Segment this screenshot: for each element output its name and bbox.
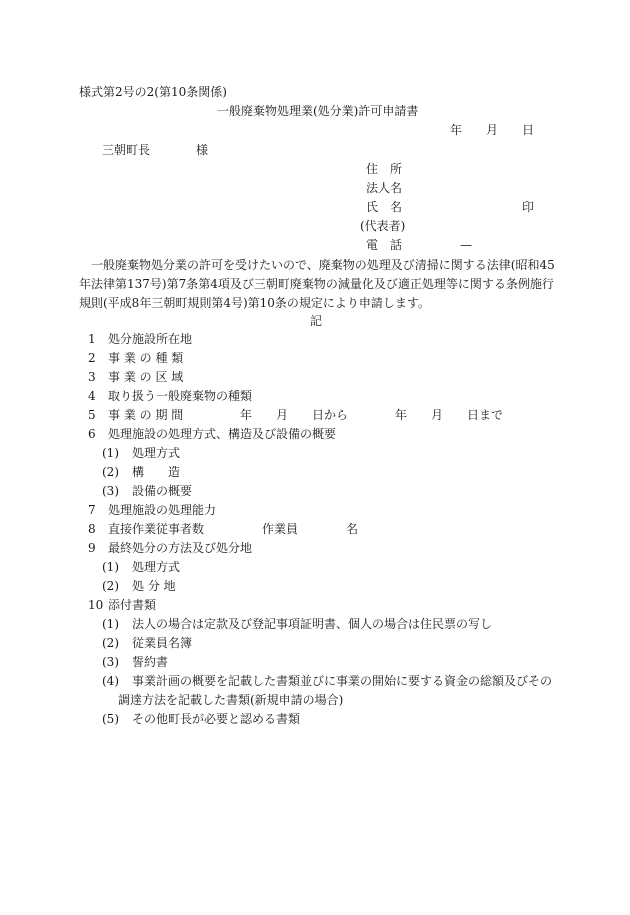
item-9-sub-1-number: (1) bbox=[102, 560, 119, 574]
item-1-text: 処分施設所在地 bbox=[108, 332, 193, 346]
item-10-sub-5-text: その他町長が必要と認める書類 bbox=[132, 712, 301, 726]
item-6-sub-2-text: 構 造 bbox=[132, 465, 181, 479]
item-5-text: 事 業 の 期 間 bbox=[108, 408, 184, 422]
item-10-number: 10 bbox=[88, 598, 104, 612]
body-text bbox=[79, 256, 559, 313]
item-7-number: 7 bbox=[88, 503, 96, 517]
addressee-name: 三朝町長 bbox=[102, 143, 151, 157]
item-9-sub-1-text: 処理方式 bbox=[132, 560, 181, 574]
item-10-sub-3-number: (3) bbox=[102, 655, 119, 669]
date-day: 日 bbox=[522, 123, 535, 137]
item-3-number: 3 bbox=[88, 370, 96, 384]
applicant-phone-label: 電 話 bbox=[366, 238, 403, 252]
page-title: 一般廃棄物処理業(処分業)許可申請書 bbox=[217, 104, 419, 118]
addressee-honorific: 様 bbox=[196, 143, 209, 157]
item-8-text: 直接作業従事者数 bbox=[108, 522, 205, 536]
item-8-workers-label: 作業員 bbox=[262, 522, 299, 536]
item-9-sub-2-text: 処 分 地 bbox=[132, 579, 176, 593]
item-9-text: 最終処分の方法及び処分地 bbox=[108, 541, 253, 555]
item-10-sub-3-text: 誓約書 bbox=[132, 655, 169, 669]
item-6-sub-1-text: 処理方式 bbox=[132, 446, 181, 460]
applicant-corp-name-label: 法人名 bbox=[366, 181, 403, 195]
item-4-text: 取り扱う一般廃棄物の種類 bbox=[108, 389, 253, 403]
item-7-text: 処理施設の処理能力 bbox=[108, 503, 217, 517]
item-5-number: 5 bbox=[88, 408, 96, 422]
date-year: 年 bbox=[450, 123, 463, 137]
item-8-unit: 名 bbox=[346, 522, 359, 536]
item-2-text: 事 業 の 種 類 bbox=[108, 351, 184, 365]
item-6-sub-1-number: (1) bbox=[102, 446, 119, 460]
item-6-sub-2-number: (2) bbox=[102, 465, 119, 479]
item-10-sub-4-text: 事業計画の概要を記載した書類並びに事業の開始に要する資金の総額及びその bbox=[132, 674, 553, 688]
body-paragraph: 一般廃棄物処分業の許可を受けたいので、廃棄物の処理及び清掃に関する法律(昭和45年法律第137号)第7条第4項及び三朝町廃棄物の減量化及び適正処理等に関する条例施行規則(平成8年三朝町規則第4号)第10条の規定により申請します。 bbox=[79, 258, 555, 310]
item-10-sub-2-text: 従業員名簿 bbox=[132, 636, 193, 650]
item-3-text: 事 業 の 区 域 bbox=[108, 370, 184, 384]
date-month: 月 bbox=[486, 123, 499, 137]
item-6-text: 処理施設の処理方式、構造及び設備の概要 bbox=[108, 427, 337, 441]
period-start-month: 月 bbox=[276, 408, 289, 422]
period-end-year: 年 bbox=[395, 408, 408, 422]
seal-mark: 印 bbox=[522, 200, 535, 214]
item-1-number: 1 bbox=[88, 332, 96, 346]
applicant-name-label: 氏 名 bbox=[366, 200, 403, 214]
item-8-number: 8 bbox=[88, 522, 96, 536]
form-label: 様式第2号の2(第10条関係) bbox=[79, 85, 227, 99]
item-6-sub-3-number: (3) bbox=[102, 484, 119, 498]
item-6-number: 6 bbox=[88, 427, 96, 441]
item-10-sub-1-text: 法人の場合は定款及び登記事項証明書、個人の場合は住民票の写し bbox=[132, 617, 493, 631]
item-10-sub-2-number: (2) bbox=[102, 636, 119, 650]
item-4-number: 4 bbox=[88, 389, 96, 403]
item-10-sub-4-text-continued: 調達方法を記載した書類(新規申請の場合) bbox=[118, 693, 344, 707]
item-10-sub-5-number: (5) bbox=[102, 712, 119, 726]
applicant-address-label: 住 所 bbox=[366, 162, 403, 176]
period-start-year: 年 bbox=[240, 408, 253, 422]
item-6-sub-3-text: 設備の概要 bbox=[132, 484, 193, 498]
period-start-day: 日から bbox=[312, 408, 349, 422]
representative-label: (代表者) bbox=[360, 219, 406, 233]
item-10-sub-1-number: (1) bbox=[102, 617, 119, 631]
item-2-number: 2 bbox=[88, 351, 96, 365]
period-end-day: 日まで bbox=[467, 408, 504, 422]
item-9-number: 9 bbox=[88, 541, 96, 555]
phone-dash: — bbox=[460, 238, 472, 252]
item-10-text: 添付書類 bbox=[108, 598, 157, 612]
item-9-sub-2-number: (2) bbox=[102, 579, 119, 593]
item-10-sub-4-number: (4) bbox=[102, 674, 119, 688]
period-end-month: 月 bbox=[431, 408, 444, 422]
ki-heading: 記 bbox=[310, 314, 323, 328]
